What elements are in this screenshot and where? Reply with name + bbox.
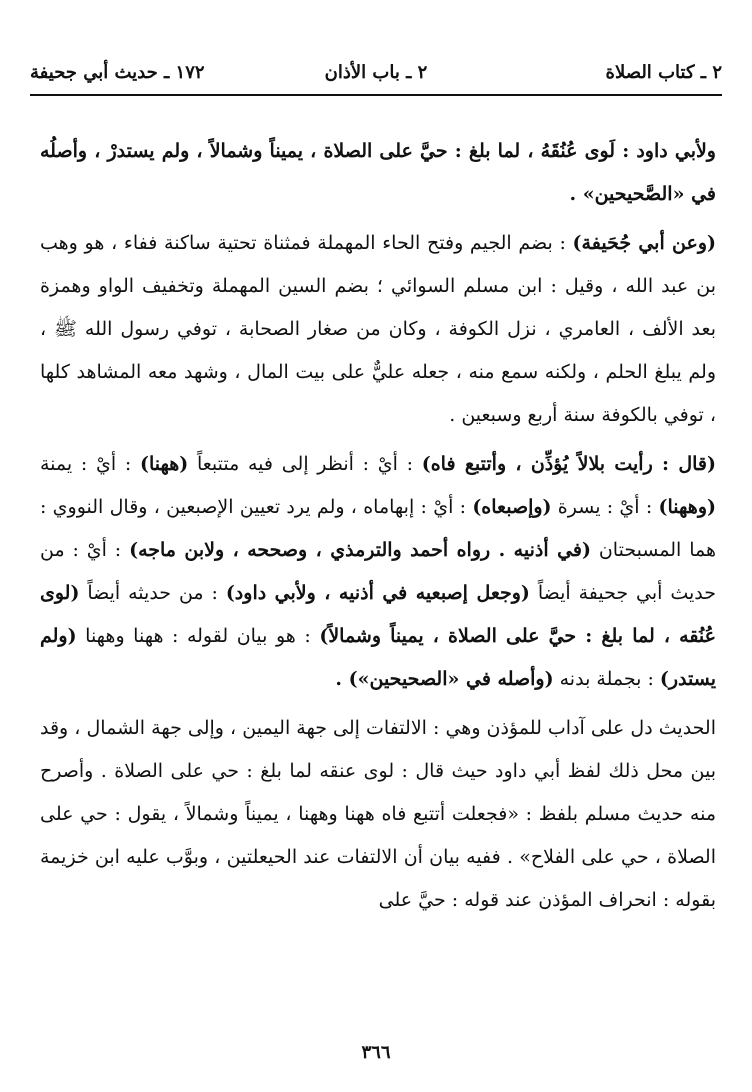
commentary-text: : أيْ : يسرة	[551, 496, 659, 518]
commentary-text: : من حديثه أيضاً	[79, 582, 226, 604]
header-chapter-title: ٢ ـ باب الأذان	[324, 62, 428, 83]
commentary-text: : أيْ : أنظر إلى فيه متتبعاً	[188, 453, 422, 475]
paragraph	[40, 707, 716, 922]
emphasized-text: (وعن أبي جُحَيفة)	[572, 232, 716, 254]
emphasized-text: (وههنا)	[658, 496, 716, 518]
paragraph	[40, 222, 716, 437]
emphasized-text: (قال : رأيت بلالاً يُؤذِّن ، وأتتبع فاه)	[421, 453, 716, 475]
commentary-text: : بضم الجيم وفتح الحاء المهملة فمثناة تحتية ساكنة ففاء ، هو وهب بن عبد الله ، وقيل : ابن مسلم السوائي ؛ بضم السين المهملة وتخفيف الواو وهمزة بعد الألف ، العامري ، نزل الكوفة ، وكان من صغار الصحابة ، توفي رسول الله ﷺ ، ولم يبلغ الحلم ، ولكنه سمع منه ، جعله عليٌّ على بيت المال ، وشهد معه المشاهد كلها ، توفي بالكوفة سنة أربع وسبعين .	[40, 232, 716, 426]
emphasized-text: (وأصله في «الصحيحين») .	[335, 668, 554, 690]
commentary-text: الحديث دل على آداب للمؤذن وهي : الالتفات إلى جهة اليمين ، وإلى جهة الشمال ، وقد بين محل ذلك لفظ أبي داود حيث قال : لوى عنقه لما بلغ : حي على الصلاة . وأصرح منه حديث مسلم بلفظ : «فجعلت أتتبع فاه ههنا وههنا ، يميناً وشمالاً ، يقول : حي على الصلاة ، حي على الفلاح» . ففيه بيان أن الالتفات عند الحيعلتين ، وبوَّب عليه ابن خزيمة بقوله : انحراف المؤذن عند قوله : حيَّ على	[40, 717, 716, 911]
emphasized-text: (لوى عُنُقه ، لما بلغ : حيَّ على الصلاة ، يميناً وشمالاً)	[40, 582, 717, 647]
paragraph	[40, 443, 716, 701]
page-number: ٣٦٦	[361, 1042, 391, 1063]
emphasized-text: (ههنا)	[139, 453, 189, 475]
emphasized-text: (في أذنيه . رواه أحمد والترمذي ، وصححه ، ولابن ماجه)	[129, 539, 591, 561]
emphasized-text: (وجعل إصبعيه في أذنيه ، ولأبي داود)	[225, 582, 530, 604]
commentary-text: : أيْ : من حديث أبي جحيفة أيضاً	[40, 539, 716, 604]
emphasized-text: (وإصبعاه)	[472, 496, 552, 518]
paragraph	[40, 130, 716, 216]
header-hadith-title: ١٧٢ ـ حديث أبي جحيفة	[30, 62, 205, 83]
header-book-title: ٢ ـ كتاب الصلاة	[605, 62, 722, 83]
body-text	[40, 130, 716, 1030]
commentary-text: : بجملة بدنه	[553, 668, 660, 690]
running-header	[30, 58, 722, 92]
commentary-text: : هو بيان لقوله : ههنا وههنا	[76, 625, 320, 647]
header-divider	[30, 94, 722, 96]
commentary-text: : أيْ : يمنة	[40, 453, 140, 475]
commentary-text: : أيْ : إبهاماه ، ولم يرد تعيين الإصبعين ، وقال النووي : هما المسبحتان	[40, 496, 716, 561]
emphasized-text: (ولم يستدر)	[40, 625, 716, 690]
emphasized-text: ولأبي داود : لَوى عُنُقَهُ ، لما بلغ : حيَّ على الصلاة ، يميناً وشمالاً ، ولم يستدرْ ، وأصلُه في «الصَّحيحين» .	[40, 140, 716, 205]
